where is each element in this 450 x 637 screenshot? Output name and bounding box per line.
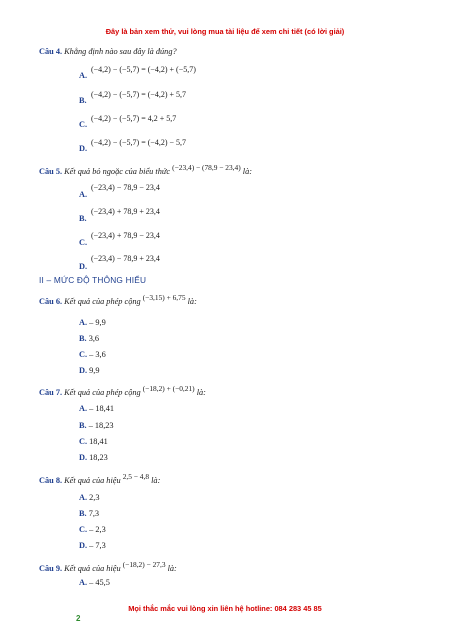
option-label: A. bbox=[79, 404, 88, 413]
question-text: Kết quả của hiệu bbox=[64, 476, 121, 485]
question-8 bbox=[39, 472, 161, 486]
q7-option-c bbox=[79, 437, 108, 447]
q6-option-b bbox=[79, 334, 99, 344]
q7-option-b bbox=[79, 421, 114, 431]
option-label: C. bbox=[79, 120, 88, 129]
option-math: (−23,4) + 78,9 − 23,4 bbox=[91, 231, 160, 240]
question-suffix: là: bbox=[151, 476, 161, 485]
option-value: 2,3 bbox=[89, 493, 100, 502]
question-text: Kết quả của phép cộng bbox=[64, 297, 141, 306]
option-math: (−4,2) − (−5,7) = (−4,2) + 5,7 bbox=[91, 90, 187, 99]
question-text: Kết quả của hiệu bbox=[64, 564, 121, 573]
q4-option-d bbox=[79, 138, 187, 154]
q7-option-d bbox=[79, 453, 108, 463]
option-math: (−4,2) − (−5,7) = 4,2 + 5,7 bbox=[91, 114, 177, 123]
option-label: B. bbox=[79, 214, 87, 223]
option-math: (−23,4) + 78,9 + 23,4 bbox=[91, 207, 160, 216]
option-label: A. bbox=[79, 318, 88, 327]
section-heading: II – MỨC ĐỘ THÔNG HIỂU bbox=[39, 275, 147, 285]
q6-option-a bbox=[79, 318, 106, 328]
question-7 bbox=[39, 384, 206, 398]
option-label: B. bbox=[79, 96, 87, 105]
option-math: (−4,2) − (−5,7) = (−4,2) − 5,7 bbox=[91, 138, 187, 147]
option-label: B. bbox=[79, 509, 87, 518]
option-value: 18,23 bbox=[89, 453, 108, 462]
question-text: Khẳng định nào sau đây là đúng? bbox=[64, 47, 177, 56]
option-label: C. bbox=[79, 437, 88, 446]
q8-option-d bbox=[79, 541, 106, 551]
preview-notice: Đây là bản xem thử, vui lòng mua tài liệu để xem chi tiết (có lời giải) bbox=[105, 27, 345, 36]
question-expression: (−3,15) + 6,75 bbox=[142, 293, 186, 302]
q6-option-d bbox=[79, 366, 100, 376]
option-label: D. bbox=[79, 262, 88, 271]
question-expression: 2,5 − 4,8 bbox=[122, 472, 150, 481]
option-label: C. bbox=[79, 238, 88, 247]
option-label: B. bbox=[79, 421, 87, 430]
question-number: Câu 8. bbox=[39, 476, 63, 485]
option-math: (−23,4) − 78,9 − 23,4 bbox=[91, 183, 160, 192]
option-value: – 9,9 bbox=[89, 318, 106, 327]
q8-option-a bbox=[79, 493, 100, 503]
q4-option-b bbox=[79, 90, 187, 106]
option-label: C. bbox=[79, 525, 88, 534]
option-value: 9,9 bbox=[89, 366, 100, 375]
question-text: Kết quả bỏ ngoặc của biểu thức bbox=[64, 167, 171, 176]
question-expression: (−18,2) − 27,3 bbox=[122, 560, 166, 569]
option-label: C. bbox=[79, 350, 88, 359]
q5-option-c bbox=[79, 231, 160, 248]
option-value: 7,3 bbox=[88, 509, 100, 518]
question-suffix: là: bbox=[187, 297, 197, 306]
q5-option-a bbox=[79, 183, 160, 200]
option-label: D. bbox=[79, 453, 88, 462]
option-value: 3,6 bbox=[88, 334, 100, 343]
option-value: 18,41 bbox=[89, 437, 108, 446]
q9-option-a bbox=[79, 578, 110, 588]
option-label: D. bbox=[79, 366, 88, 375]
hotline-footer: Mọi thắc mắc vui lòng xin liên hệ hotline: 084 283 45 85 bbox=[128, 604, 322, 613]
question-number: Câu 6. bbox=[39, 297, 63, 306]
option-label: A. bbox=[79, 578, 88, 587]
page-number: 2 bbox=[76, 614, 81, 623]
question-expression: (−18,2) + (−0,21) bbox=[142, 384, 195, 393]
question-expression: (−23,4) − (78,9 − 23,4) bbox=[172, 163, 241, 172]
question-9 bbox=[39, 560, 177, 574]
question-number: Câu 4. bbox=[39, 47, 63, 56]
option-value: – 7,3 bbox=[89, 541, 106, 550]
option-value: – 3,6 bbox=[89, 350, 106, 359]
q5-option-d bbox=[79, 254, 160, 272]
option-math: (−4,2) − (−5,7) = (−4,2) + (−5,7) bbox=[91, 65, 196, 74]
option-label: D. bbox=[79, 541, 88, 550]
q5-option-b bbox=[79, 207, 160, 224]
question-suffix: là: bbox=[167, 564, 177, 573]
q7-option-a bbox=[79, 404, 114, 414]
question-suffix: là: bbox=[242, 167, 252, 176]
option-label: A. bbox=[79, 190, 88, 199]
option-label: D. bbox=[79, 144, 88, 153]
question-number: Câu 9. bbox=[39, 564, 63, 573]
option-label: A. bbox=[79, 493, 88, 502]
q4-option-c bbox=[79, 114, 177, 130]
option-label: A. bbox=[79, 71, 88, 80]
question-4 bbox=[39, 47, 177, 57]
question-5 bbox=[39, 163, 252, 177]
question-text: Kết quả của phép cộng bbox=[64, 388, 141, 397]
question-number: Câu 7. bbox=[39, 388, 63, 397]
q8-option-b bbox=[79, 509, 99, 519]
option-value: – 45,5 bbox=[89, 578, 110, 587]
option-value: – 18,23 bbox=[88, 421, 114, 430]
q8-option-c bbox=[79, 525, 106, 535]
option-label: B. bbox=[79, 334, 87, 343]
q6-option-c bbox=[79, 350, 106, 360]
q4-option-a bbox=[79, 65, 196, 81]
option-value: – 2,3 bbox=[89, 525, 106, 534]
question-suffix: là: bbox=[196, 388, 206, 397]
question-number: Câu 5. bbox=[39, 167, 63, 176]
option-value: – 18,41 bbox=[89, 404, 115, 413]
option-math: (−23,4) − 78,9 + 23,4 bbox=[91, 254, 160, 263]
question-6 bbox=[39, 293, 197, 307]
